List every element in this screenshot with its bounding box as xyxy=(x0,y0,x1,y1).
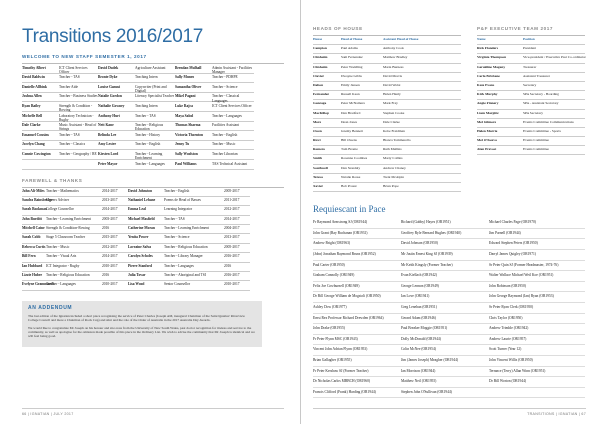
staff-cell: Nathalie Gowney xyxy=(98,102,135,112)
requiescant-name: Dr Nicholas Carlos MBBCH (OR1960) xyxy=(313,377,401,388)
pf-executive-heading: P&F EXECUTIVE TEAM 2017 xyxy=(477,26,554,31)
farewell-cell: 2016 xyxy=(102,272,128,281)
farewell-cell: 2014-2017 xyxy=(102,206,128,215)
addendum-heading: AN ADDENDUM xyxy=(28,304,73,311)
staff-cell: ICT Client Services Officer xyxy=(212,102,254,112)
requiescant-name: David Johnson (OR1950) xyxy=(401,239,489,250)
house-cell xyxy=(423,110,461,119)
farewell-cell: 2014-2017 xyxy=(102,188,128,197)
farewell-cell: Teacher - English xyxy=(164,188,224,197)
staff-cell: Luke Rajca xyxy=(175,102,212,112)
house-cell: David Morris xyxy=(383,73,423,82)
staff-cell: Admin Assistant - Facilities Manager xyxy=(212,65,253,74)
staff-cell: Copywriter (Print and Digital) xyxy=(135,83,175,93)
requiescant-title: Requiescant in Pace xyxy=(313,204,386,215)
staff-cell: Teacher - Business Studies xyxy=(59,93,98,103)
requiescant-name: Brian Gallagher (OR1955) xyxy=(313,356,401,367)
requiescant-list xyxy=(313,218,586,398)
requiescant-name: Jim (James Joseph) Meagher (OR1944) xyxy=(401,356,489,367)
staff-cell: Literacy Specialist Teacher xyxy=(135,93,175,103)
staff-cell: Teacher Librarian xyxy=(212,150,254,160)
executive-cell: Events Committee xyxy=(523,137,585,146)
requiescant-name: Vincent John Adrian Flynn (OR1953) xyxy=(313,345,401,356)
executive-cell: SPA - Assistant Secretary xyxy=(523,100,585,109)
farewell-cell: Catherine Moran xyxy=(128,225,164,234)
farewell-cell: Carolyn Scholes xyxy=(128,253,164,262)
staff-cell: Agriculture Assistant xyxy=(135,64,175,74)
staff-cell: Teacher - Languages xyxy=(135,160,175,170)
house-cell xyxy=(423,119,461,128)
requiescant-name: Geoffrey Ryle Bernard Hughes (OR1940) xyxy=(401,229,489,240)
house-cell xyxy=(423,45,461,54)
staff-cell: Thomas Sharma xyxy=(175,122,212,132)
staff-cell: Mikel Pagani xyxy=(175,93,212,103)
house-cell: Matthew Bradley xyxy=(383,54,423,63)
staff-cell: Kirsten Lord xyxy=(98,150,135,160)
house-cell: Helen Hanly xyxy=(383,91,423,100)
staff-cell: Teacher - Classics xyxy=(59,141,98,151)
staff-cell: Ryan Bailey xyxy=(22,102,59,112)
farewell-cell: Teacher - Library Manager xyxy=(164,253,224,262)
house-cell: Rosanna Coombes xyxy=(341,155,383,164)
farewell-cell: 2015-2017 xyxy=(102,234,128,243)
staff-cell: David Baldwin xyxy=(22,74,59,84)
staff-cell: Natalie Gordon xyxy=(98,93,135,103)
requiescant-name: Greg Lenehan (OR1951) xyxy=(401,303,489,314)
house-cell: Dwayne Gibbs xyxy=(341,73,383,82)
house-cell: Mark Fray xyxy=(383,100,423,109)
farewell-cell: 2016 xyxy=(102,225,128,234)
requiescant-name: Dolly McDonald (OR1944) xyxy=(401,335,489,346)
requiescant-name: Stephen John O'Sullivan (OR1944) xyxy=(401,388,489,399)
house-cell: Southwell xyxy=(313,165,341,174)
staff-cell: Teacher - Geography / RE xyxy=(59,150,98,160)
requiescant-name: Sr Peter Ryan Clerk (OR1950) xyxy=(489,303,585,314)
staff-cell: Facilities Assistant xyxy=(212,122,254,132)
staff-cell xyxy=(59,160,98,170)
executive-cell: Events Committee Communications xyxy=(523,119,585,128)
house-cell: Bill Owens xyxy=(341,137,383,146)
staff-cell: TAS Technical Assistant xyxy=(212,160,254,170)
farewell-cell: John Burditt xyxy=(22,216,46,225)
house-cell: Teresa xyxy=(313,174,341,183)
staff-cell: Teacher - History xyxy=(135,131,175,141)
executive-cell: Angie Finnery xyxy=(477,100,523,109)
requiescant-name: Matthew Neil (OR1955) xyxy=(401,377,489,388)
farewell-cell: Evelyne Grammaeth xyxy=(22,281,46,290)
house-cell: Russell Kean xyxy=(341,91,383,100)
executive-cell: Liam Margitic xyxy=(477,110,523,119)
requiescant-name: Jim Parnell (OR1944) xyxy=(489,229,585,240)
farewell-cell: 2013-2017 xyxy=(224,234,250,243)
house-cell: Owen xyxy=(313,128,341,137)
house-cell: Peter Waddling xyxy=(341,64,383,73)
staff-cell: Teacher - TAS xyxy=(59,131,98,141)
right-page xyxy=(300,0,600,424)
requiescant-name: Evan Kiellach (OR1942) xyxy=(401,271,489,282)
farewell-cell: 2011-2017 xyxy=(224,197,250,206)
heads-of-house-table xyxy=(313,35,461,192)
staff-cell xyxy=(22,160,59,170)
house-cell: Romero xyxy=(313,146,341,155)
farewell-cell: 2012-2017 xyxy=(224,206,250,215)
staff-cell: Teacher - English xyxy=(135,141,175,151)
requiescant-name: Ian Love (OR1941) xyxy=(401,292,489,303)
executive-cell: Carla Brisbane xyxy=(477,73,523,82)
house-cell: Sam Fernandez xyxy=(341,54,383,63)
requiescant-name: Chris Taylor (OR1950) xyxy=(489,314,585,325)
requiescant-name: John Grant (Ray Buchanan (OR1931) xyxy=(313,229,401,240)
staff-cell: Jenny Tu xyxy=(175,141,212,151)
farewell-cell: Teacher - TAS xyxy=(164,216,224,225)
new-staff-table xyxy=(22,63,284,170)
requiescant-name: Darryl James Quigley (OR1971) xyxy=(489,250,585,261)
executive-cell: Vice-president / Executive Past Co-ordinator xyxy=(523,54,585,63)
requiescant-name: John George Raymond (Ian) Ryan (OR1953) xyxy=(489,292,585,303)
requiescant-name: Ernst Rex Professor Richard Drewden (OR1964) xyxy=(313,314,401,325)
addendum-paragraph-1: The last edition of the Ignatian included a short piece recognising the service of Peter Charles (Joseph AM, inaugural Chairman of the Saint Ignatius' Riverview College Council and more a Chairman of Rock Cup) and stint and the role of the Order of Australia in the 2017 Australia Day Awards. xyxy=(28,313,245,323)
requiescant-name: Dr Bill George William de Mogstoli (OR1950) xyxy=(313,292,401,303)
house-cell: Trent McAlpin xyxy=(383,174,423,183)
farewell-cell: 2010-2017 xyxy=(224,281,250,290)
farewell-cell: Teacher - Science xyxy=(164,234,224,243)
column-header: Assistant Head of House xyxy=(383,36,423,45)
farewell-cell: 2014-2017 xyxy=(102,253,128,262)
staff-cell: Teaching Intern xyxy=(135,102,175,112)
column-header xyxy=(423,36,461,45)
executive-cell: Geraldine Magany xyxy=(477,64,523,73)
farewell-cell: Lisa Wood xyxy=(128,281,164,290)
farewell-cell: Lizzie Huber xyxy=(22,272,46,281)
farewell-cell: Poems de Head of Basses xyxy=(164,197,224,206)
house-cell xyxy=(423,82,461,91)
farewell-cell: Teacher - Aboriginal and TSI xyxy=(164,272,224,281)
staff-cell: Paul Williams xyxy=(175,160,212,170)
column-header: House xyxy=(313,36,341,45)
column-header: Position xyxy=(523,36,585,45)
farewell-cell: Mitchell Caine xyxy=(22,225,46,234)
staff-cell: Jocelyn Chang xyxy=(22,141,59,151)
staff-cell: Teacher - TAS xyxy=(135,112,175,122)
house-cell xyxy=(423,100,461,109)
house-cell xyxy=(423,91,461,100)
staff-cell: Victoria Thornton xyxy=(175,131,212,141)
staff-cell: Michelle Bell xyxy=(22,112,59,122)
executive-cell: Mel Gilmore xyxy=(477,119,523,128)
requiescant-name: Gerard Adam (OR1946) xyxy=(401,314,489,325)
requiescant-name: Fr Raymond Armstrong SJ (OR1944) xyxy=(313,218,401,229)
farewell-cell: Teacher - Mathematics xyxy=(46,188,102,197)
house-cell: Marty Collins xyxy=(383,155,423,164)
requiescant-name: Terrance (Terry) Allan Winn (OR1951) xyxy=(489,367,585,378)
requiescant-name xyxy=(489,388,585,399)
requiescant-name: Felix Joe Cowburnell (OR1949) xyxy=(313,282,401,293)
house-cell: Kobe Freidman xyxy=(383,128,423,137)
staff-cell: Connie Cowington xyxy=(22,150,59,160)
staff-cell: Teacher - Science xyxy=(212,83,254,93)
house-cell xyxy=(423,146,461,155)
staff-cell: Louise Ganusi xyxy=(98,83,135,93)
requiescant-name: Walter Wallace Michael Weil Koe (OR1951) xyxy=(489,271,585,282)
executive-cell: Secretary xyxy=(523,82,585,91)
house-cell: More xyxy=(313,119,341,128)
farewell-cell: Senior Counsellor xyxy=(164,281,224,290)
house-cell: Bianca Tommerello xyxy=(383,137,423,146)
staff-cell: Laboratory Technician - Rugby xyxy=(59,112,98,122)
staff-cell: Strength & Condition - Rowing xyxy=(59,102,98,112)
staff-cell: Samantha Oliver xyxy=(175,83,212,93)
farewell-cell: Emma Leal xyxy=(128,206,164,215)
staff-cell: Nett Kane xyxy=(98,122,135,132)
staff-cell: Danielle Allbink xyxy=(22,83,59,93)
requiescant-name: John Robinson (OR1950) xyxy=(489,282,585,293)
house-cell xyxy=(423,165,461,174)
executive-cell: Rick Flanders xyxy=(477,45,523,54)
farewell-cell: College Counsellor xyxy=(46,206,102,215)
farewell-cell: 2012-2017 xyxy=(102,244,128,253)
farewell-cell: 2004-2017 xyxy=(224,225,250,234)
house-cell: Dan Stondaly xyxy=(341,165,383,174)
requiescant-section xyxy=(313,204,586,398)
requiescant-name: Ashley Dow (OR1977) xyxy=(313,303,401,314)
house-cell: Dalton xyxy=(313,82,341,91)
house-cell xyxy=(423,137,461,146)
requiescant-name: John Drake (OR1955) xyxy=(313,324,401,335)
farewell-cell: Learning Integrator xyxy=(164,206,224,215)
staff-cell: Belinda Lee xyxy=(98,131,135,141)
staff-cell: Bronte Dyke xyxy=(98,74,135,84)
requiescant-name: Fr Peter Flynn MSC (OR1943) xyxy=(313,335,401,346)
house-cell xyxy=(423,54,461,63)
requiescant-name: Francis Clifford (Frank) Harding (OR1944) xyxy=(313,388,401,399)
farewell-cell: Lorraine Salva xyxy=(128,244,164,253)
pf-executive-section xyxy=(477,26,585,192)
requiescant-name: Edward Stephen Peters (OR1950) xyxy=(489,239,585,250)
pf-executive-table xyxy=(477,35,585,155)
farewell-cell: Michael Masfield xyxy=(128,216,164,225)
staff-cell: Teacher - Languages xyxy=(212,112,254,122)
staff-cell: Peter Mayor xyxy=(98,160,135,170)
farewell-heading: FAREWELL & THANKS xyxy=(22,177,83,183)
house-cell: Tom Bronte xyxy=(341,146,383,155)
executive-cell: Treasurer xyxy=(523,64,585,73)
house-cell: Andrew Chaney xyxy=(383,165,423,174)
addendum-box xyxy=(22,301,262,347)
requiescant-name: Andrew Trimble (OR1942) xyxy=(489,324,585,335)
farewell-cell: 2013-2017 xyxy=(102,197,128,206)
house-cell xyxy=(423,64,461,73)
farewell-cell: Strength & Condition-Rowing xyxy=(46,225,102,234)
executive-cell: SPA Secretary - Boarding xyxy=(523,91,585,100)
staff-cell: Teacher - Music xyxy=(212,141,254,151)
addendum-paragraph-2: We would like to congratulate Mr Joseph on his honour and also note from the University of New South Wales, past doctor recognition for tireless and service to the community, as well as apologise for the omission made possible of this piece in the Ordinary List. We wish to advise the community that Mr Joseph is identical and we will feel being good. xyxy=(28,325,255,339)
farewell-cell: 2005-2017 xyxy=(224,188,250,197)
staff-cell: Teacher - PDHPE xyxy=(212,74,254,84)
farewell-cell: Pierre Stanford xyxy=(128,263,164,272)
farewell-cell: 2016-2017 xyxy=(224,272,250,281)
executive-cell: Helen Marrie xyxy=(477,128,523,137)
staff-cell: David Dudek xyxy=(98,64,135,74)
heads-of-house-section xyxy=(313,26,461,192)
left-footer: 66 | IGNATIAN | JULY 2017 xyxy=(22,408,284,416)
requiescant-name: Sr Peter Quin SJ (Former Headmaster, 1974-76) xyxy=(489,261,585,272)
requiescant-name: Ian Morrison (OR1944) xyxy=(401,367,489,378)
farewell-cell: 2005-2017 xyxy=(224,244,250,253)
farewell-cell: Teacher - Languages xyxy=(46,281,102,290)
house-cell xyxy=(423,183,461,192)
house-cell: Anthony Cook xyxy=(383,45,423,54)
requiescant-name: Paul Breaker Moggie (OR1951) xyxy=(401,324,489,335)
house-cell xyxy=(423,155,461,164)
farewell-cell: 2010-2017 xyxy=(102,263,128,272)
executive-cell: Alan Prevost xyxy=(477,146,523,155)
farewell-cell: 2016 xyxy=(224,263,250,272)
farewell-cell: Teacher - Religious Education xyxy=(46,272,102,281)
house-cell: Dan Bradford xyxy=(341,110,383,119)
farewell-cell: Teacher - Music xyxy=(46,244,102,253)
executive-cell: Kate Evans xyxy=(477,82,523,91)
farewell-cell: Teacher - Learning Enrichment xyxy=(46,216,102,225)
requiescant-name: Dr Bill Worton (OR1944) xyxy=(489,377,585,388)
requiescant-name: (John) Jonathan Raymond Bruns (OR1952) xyxy=(313,250,401,261)
house-cell: Dean Jones xyxy=(341,119,383,128)
staff-cell: Amy Lester xyxy=(98,141,135,151)
house-cell: Fernandez xyxy=(313,91,341,100)
house-cell: Xavier xyxy=(313,183,341,192)
farewell-cell: Careers Adviser xyxy=(46,197,102,206)
house-cell: MacKillop xyxy=(313,110,341,119)
requiescant-name: Andrew Bright (OR1963) xyxy=(313,239,401,250)
staff-cell: Emanuel Cousins xyxy=(22,131,59,141)
executive-cell: Mel O'Keeva xyxy=(477,137,523,146)
farewell-cell: Teacher - Languages xyxy=(164,263,224,272)
requiescant-name: Richard (Gabby) Hayes (OR1951) xyxy=(401,218,489,229)
heads-of-house-heading: HEADS OF HOUSE xyxy=(313,26,363,31)
staff-cell: Anthony Hurt xyxy=(98,112,135,122)
house-cell: Chisholm xyxy=(313,54,341,63)
requiescant-name: Colin McNee (OR1954) xyxy=(401,345,489,356)
right-footer: TRANSITIONS | IGNATIAN | 67 xyxy=(313,408,586,416)
farewell-cell: Stage 5 Classroom Teacher xyxy=(46,234,102,243)
farewell-cell: Sarah Cobb xyxy=(22,234,46,243)
house-cell: Brian Pope xyxy=(383,183,423,192)
house-cell xyxy=(423,73,461,82)
executive-cell: President xyxy=(523,45,585,54)
requiescant-name: George Lennon (OR1949) xyxy=(401,282,489,293)
farewell-cell: Julia Tovar xyxy=(128,272,164,281)
house-cell: Ricci xyxy=(313,137,341,146)
farewell-cell: David Johnston xyxy=(128,188,164,197)
staff-cell: Teacher - TAS xyxy=(59,74,98,84)
requiescant-name: Michael Charles Page (OR1970) xyxy=(489,218,585,229)
farewell-cell: Sandra Bainsbridge xyxy=(22,197,46,206)
farewell-cell: 2016-2017 xyxy=(224,253,250,262)
house-cell: Natalie Rosse xyxy=(341,174,383,183)
executive-cell: Events Committee - Sports xyxy=(523,128,585,137)
farewell-cell: Rebecca Curtis xyxy=(22,244,46,253)
farewell-cell: 2010-2017 xyxy=(102,281,128,290)
staff-cell: Brendan Mulhall xyxy=(175,64,212,74)
farewell-cell: Sarah Bookman xyxy=(22,206,46,215)
farewell-cell: Yenita Power xyxy=(128,234,164,243)
staff-cell: Teacher Aide xyxy=(59,83,98,93)
farewell-cell: Bill Fern xyxy=(22,253,46,262)
welcome-heading: WELCOME TO NEW STAFF SEMESTER 1, 2017 xyxy=(22,54,147,59)
column-header: Name xyxy=(477,36,523,45)
farewell-cell: Nathaniel Lehane xyxy=(128,197,164,206)
requiescant-name: Scott Turner (Year 12) xyxy=(489,345,585,356)
executive-cell: Events Committee xyxy=(523,146,585,155)
requiescant-name: Mr Justin Ernest King SJ (OR1939) xyxy=(401,250,489,261)
house-cell: Jeremy Bennett xyxy=(341,128,383,137)
requiescant-name: John Vincent Willis (OR1950) xyxy=(489,356,585,367)
staff-cell: Teacher - Learning Enrichment xyxy=(135,150,175,160)
farewell-table xyxy=(22,187,284,291)
staff-cell: Teaching Intern xyxy=(135,74,175,84)
farewell-cell: John Ali-Miles xyxy=(22,188,46,197)
house-cell: Dale Clarke xyxy=(383,119,423,128)
executive-cell: Assistant Treasurer xyxy=(523,73,585,82)
staff-cell: Music Assistant - Head of Strings xyxy=(59,123,97,132)
farewell-cell: Ian Hubbard xyxy=(22,263,46,272)
requiescant-name: Mr Keith Kingsly (Former Teacher) xyxy=(401,261,489,272)
staff-cell: ICT Client Services Officer xyxy=(59,64,98,74)
house-cell: Campion xyxy=(313,45,341,54)
house-cell: Bob Proust xyxy=(341,183,383,192)
house-cell: Paul Adams xyxy=(341,45,383,54)
executive-cell: SPA Secretary xyxy=(523,110,585,119)
executive-cell: Kirk Murphy xyxy=(477,91,523,100)
house-cell xyxy=(423,174,461,183)
house-cell: Peter McNamara xyxy=(341,100,383,109)
house-cell: Clavier xyxy=(313,73,341,82)
farewell-cell: ICT Integrator - Rugby xyxy=(46,263,102,272)
staff-cell: Dale Clarke xyxy=(22,122,59,132)
staff-cell: Maya Sabol xyxy=(175,112,212,122)
requiescant-name: Graham Connolly (OR1949) xyxy=(313,271,401,282)
farewell-cell: Teacher - Visual Arts xyxy=(46,253,102,262)
house-cell: Emily Jansen xyxy=(341,82,383,91)
farewell-cell: Teacher - Religious Education xyxy=(164,244,224,253)
farewell-cell: 2003-2017 xyxy=(102,216,128,225)
requiescant-name: Andrew Laurie (OR1957) xyxy=(489,335,585,346)
farewell-cell: 2014-2017 xyxy=(224,216,250,225)
house-cell: Chisholm xyxy=(313,64,341,73)
column-header: Head of House xyxy=(341,36,383,45)
house-cell: Smith xyxy=(313,155,341,164)
house-cell xyxy=(423,128,461,137)
staff-cell: Teacher - Classical Languages xyxy=(212,93,254,103)
house-cell: David Wolst xyxy=(383,82,423,91)
house-cell: Gonzaga xyxy=(313,100,341,109)
house-cell: Maria Burness xyxy=(383,64,423,73)
requiescant-name: Paul Carter (OR1950) xyxy=(313,261,401,272)
staff-cell: Timothy Albert xyxy=(22,64,59,74)
staff-cell: Teacher - English xyxy=(212,131,254,141)
staff-cell: Joshua Allen xyxy=(22,93,59,103)
staff-cell: Teacher - Religious Education xyxy=(135,122,175,132)
page-title: Transitions 2016/2017 xyxy=(22,26,204,47)
house-cell: Ruth Mullins xyxy=(383,146,423,155)
staff-cell: Sally Woolston xyxy=(175,150,212,160)
executive-cell: Virginia Thompson xyxy=(477,54,523,63)
requiescant-name: Fr Peter Kershaw SJ (Former Teacher) xyxy=(313,367,401,378)
house-cell: Stephen Cooke xyxy=(383,110,423,119)
staff-cell: Sally Munro xyxy=(175,74,212,84)
farewell-cell: Teacher - Learning Enrichment xyxy=(164,225,224,234)
